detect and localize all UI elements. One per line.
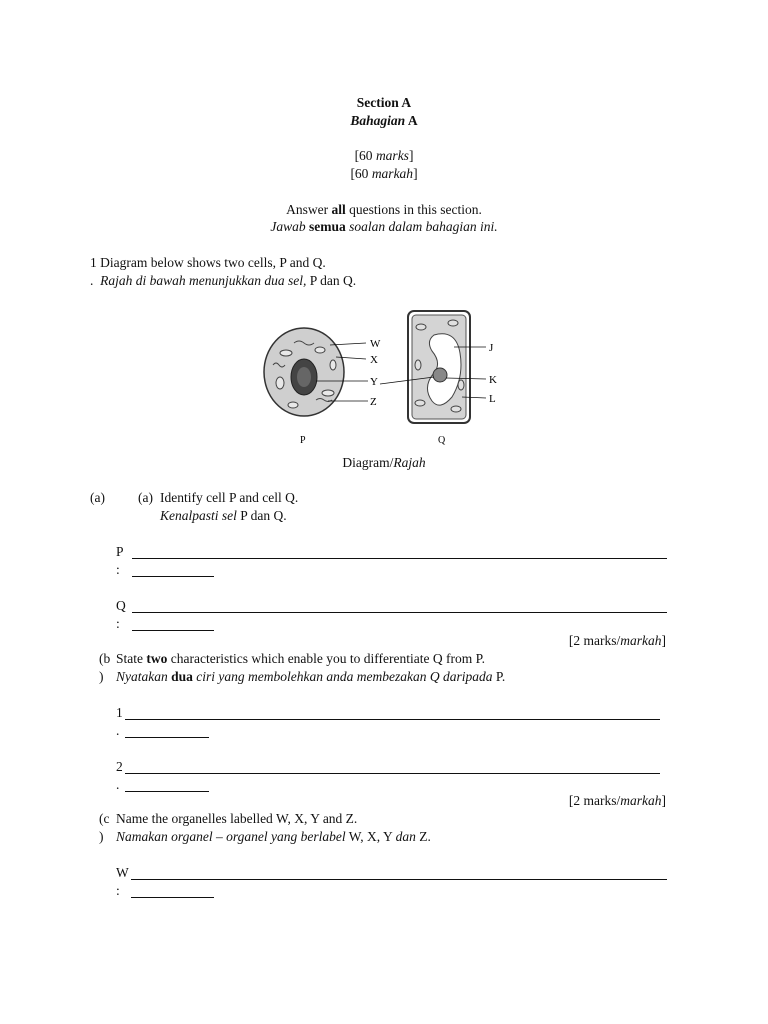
instruction: Answer all questions in this section.	[286, 202, 482, 217]
answer-1-line[interactable]	[125, 719, 660, 720]
answer-1-dot: .	[116, 723, 120, 738]
section-title-malay: Bahagian A	[350, 113, 418, 128]
cells-diagram	[258, 305, 508, 455]
part-b-marks: [2 marks/markah]	[568, 793, 666, 808]
part-a-marks: [2 marks/markah]	[568, 633, 666, 648]
label-k: K	[489, 374, 497, 386]
answer-q-colon: :	[116, 616, 120, 631]
instruction-malay: Jawab semua soalan dalam bahagian ini.	[270, 219, 498, 234]
label-w: W	[370, 338, 381, 350]
part-b-question-malay: Nyatakan dua ciri yang membolehkan anda membezakan Q daripada P.	[116, 669, 506, 684]
marks-total-malay: [60 markah]	[350, 166, 418, 181]
part-c-marker-close: )	[99, 829, 104, 844]
answer-p-line-2[interactable]	[132, 576, 214, 577]
answer-w-line-2[interactable]	[131, 897, 214, 898]
label-q: Q	[438, 435, 446, 446]
answer-2-dot: .	[116, 777, 120, 792]
part-a-marker: (a)	[90, 490, 105, 505]
label-p: P	[300, 435, 306, 446]
answer-w-colon: :	[116, 883, 120, 898]
cell-q-nucleus	[433, 368, 447, 382]
marks-total: [60 marks]	[354, 148, 414, 163]
part-b-marker-close: )	[99, 669, 104, 684]
answer-q-line[interactable]	[132, 612, 667, 613]
answer-p-colon: :	[116, 562, 120, 577]
label-x: X	[370, 354, 378, 366]
label-z: Z	[370, 396, 377, 408]
label-l: L	[489, 393, 496, 405]
part-a-question: Identify cell P and cell Q.	[160, 490, 299, 505]
part-c-marker: (c	[99, 811, 110, 826]
answer-p-label: P	[116, 544, 124, 559]
label-j: J	[489, 342, 494, 354]
answer-1-label: 1	[116, 705, 123, 720]
answer-w-label: W	[116, 865, 129, 880]
cell-p-nucleolus	[297, 367, 311, 387]
part-a-sub-marker: (a)	[138, 490, 153, 505]
part-a-question-malay: Kenalpasti sel P dan Q.	[160, 508, 287, 523]
diagram-caption: Diagram/Rajah	[342, 455, 426, 470]
answer-q-line-2[interactable]	[132, 630, 214, 631]
part-c-question: Name the organelles labelled W, X, Y and Z.	[116, 811, 358, 826]
part-b-question: State two characteristics which enable you to differentiate Q from P.	[116, 651, 486, 666]
label-y: Y	[370, 376, 378, 388]
answer-2-line-2[interactable]	[125, 791, 209, 792]
cells-illustration	[258, 305, 508, 455]
section-title: Section A	[356, 95, 412, 110]
answer-2-line[interactable]	[125, 773, 660, 774]
answer-1-line-2[interactable]	[125, 737, 209, 738]
answer-w-line[interactable]	[131, 879, 667, 880]
part-b-marker: (b	[99, 651, 111, 666]
answer-q-label: Q	[116, 598, 126, 613]
question-stem: 1 Diagram below shows two cells, P and Q.	[90, 255, 326, 270]
question-stem-malay: . Rajah di bawah menunjukkan dua sel, P dan Q.	[90, 273, 357, 288]
answer-2-label: 2	[116, 759, 123, 774]
answer-p-line[interactable]	[132, 558, 667, 559]
part-c-question-malay: Namakan organel – organel yang berlabel W, X, Y dan Z.	[116, 829, 431, 844]
